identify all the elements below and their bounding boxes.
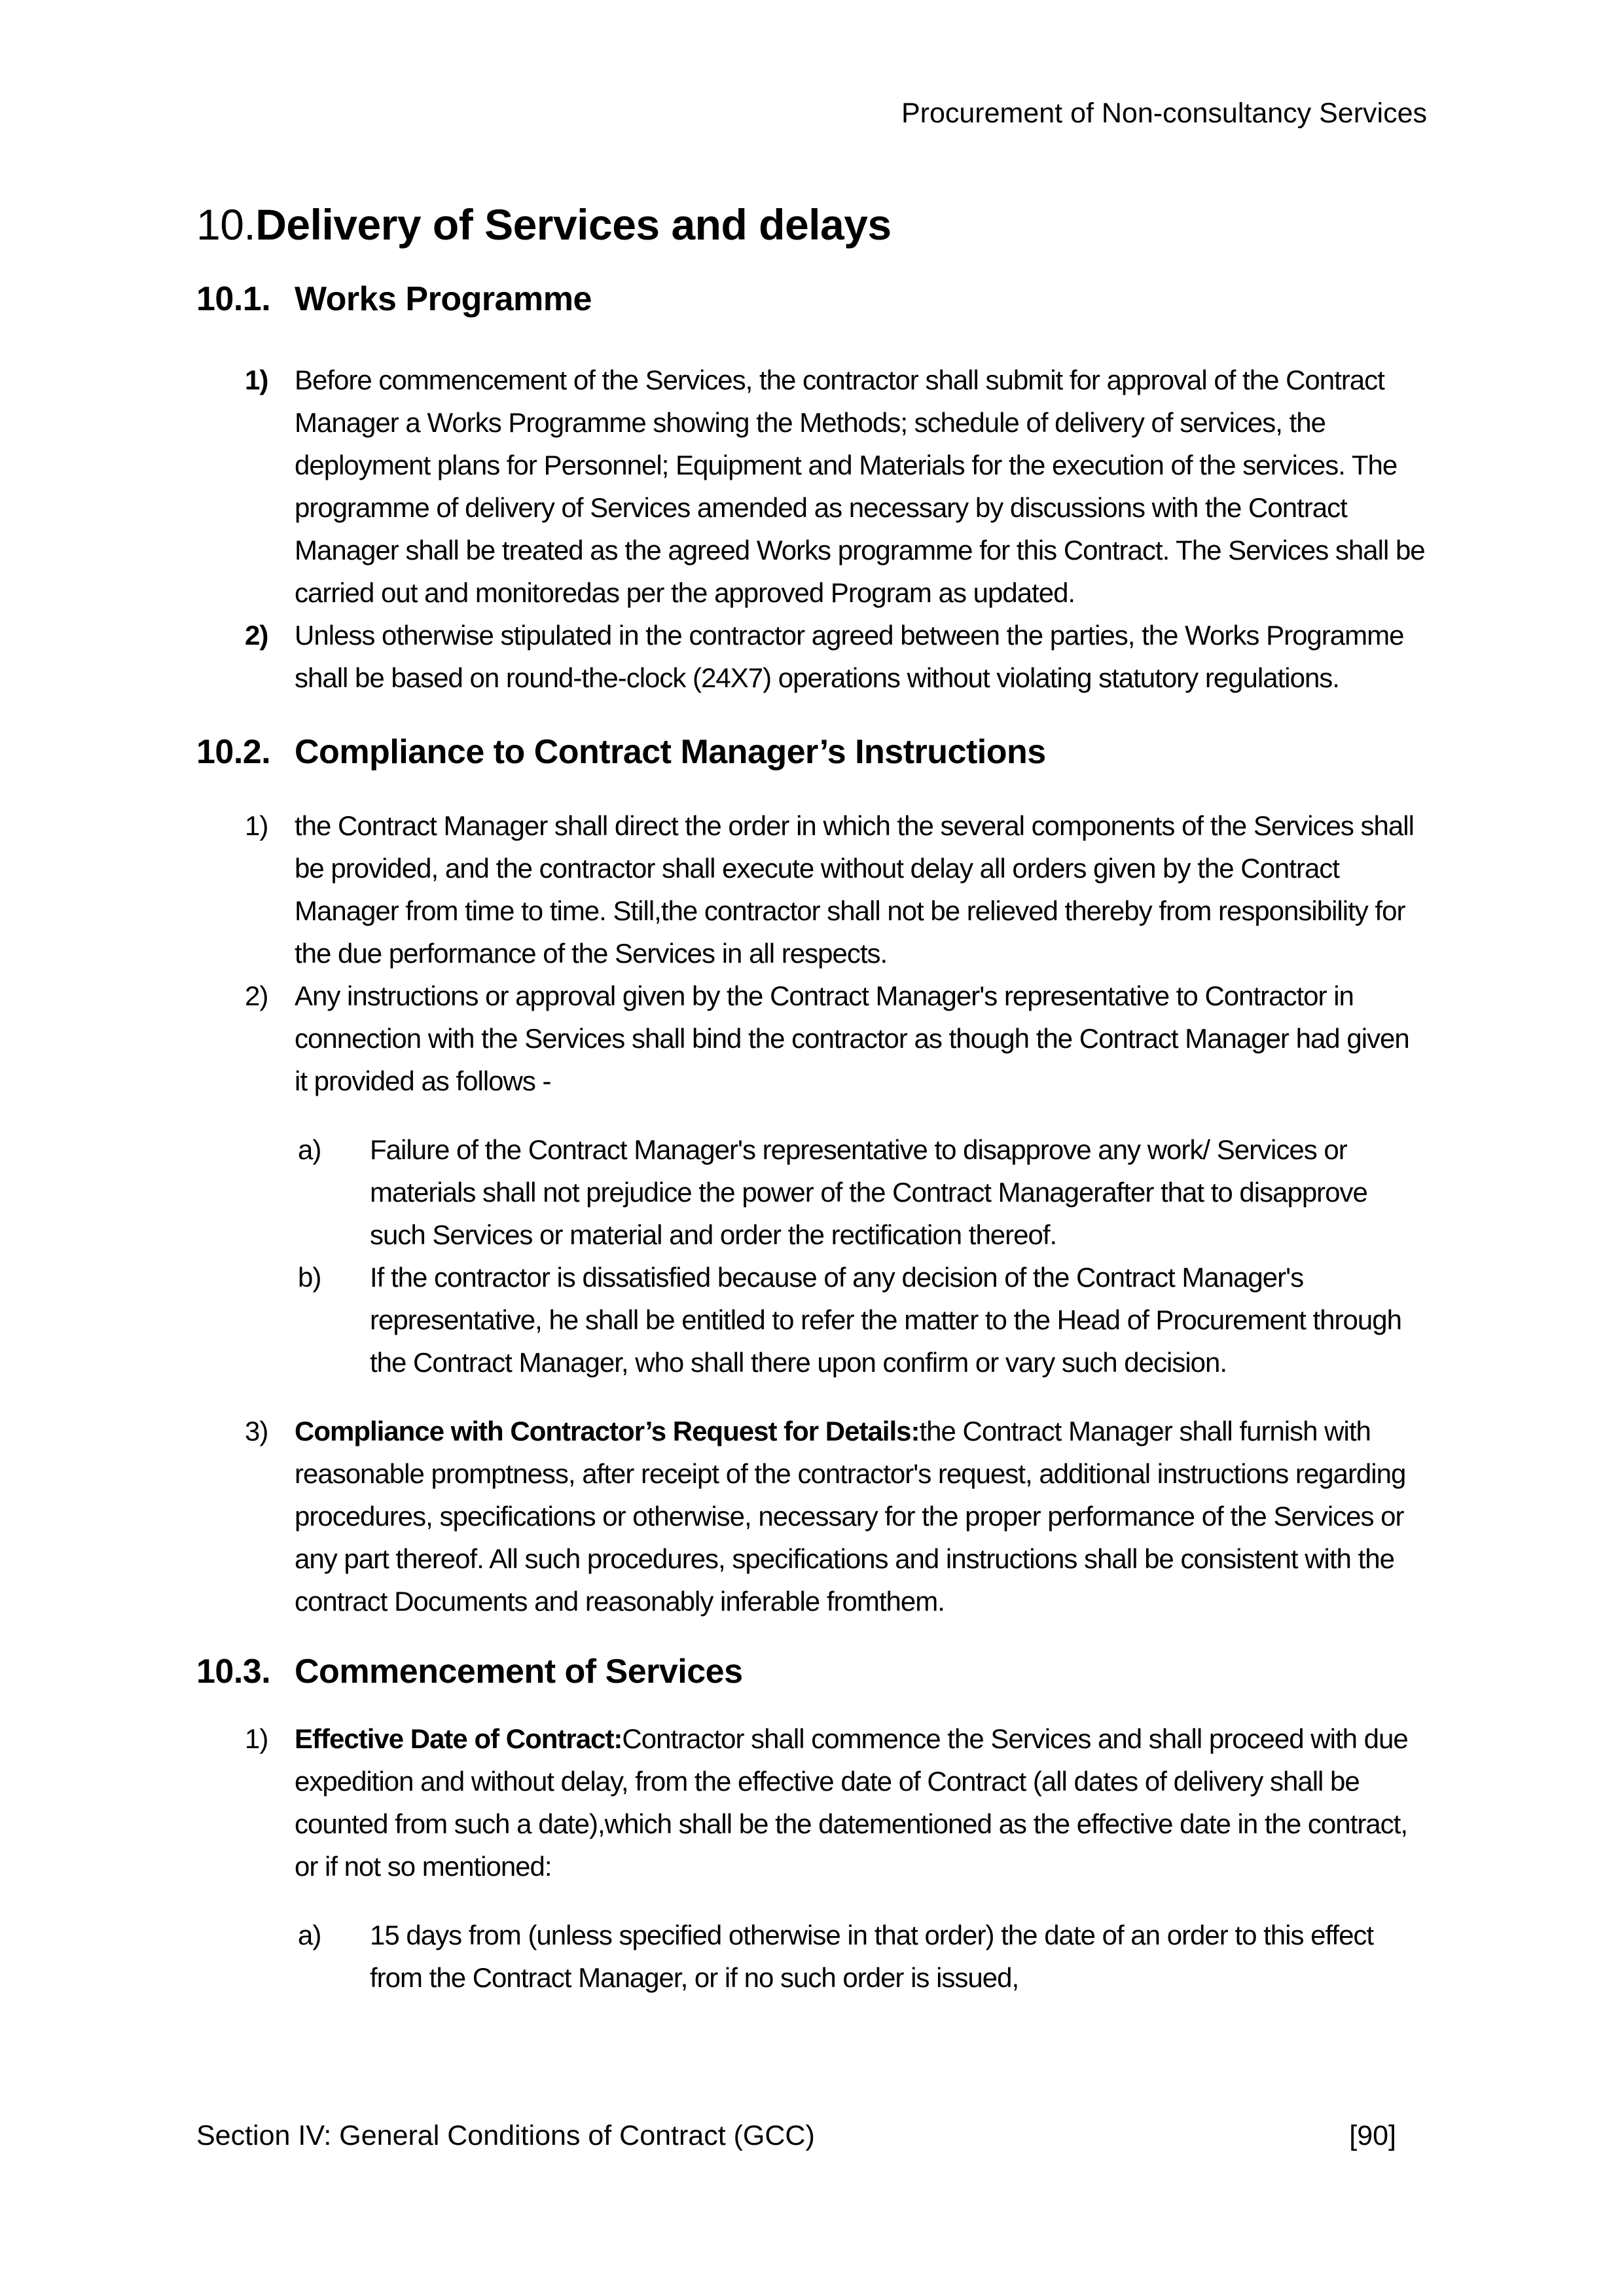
numbered-list — [196, 804, 1428, 1623]
list-item — [196, 804, 1428, 975]
item-text: Unless otherwise stipulated in the contractor agreed between the parties, the Works Programme shall be based on round-the-clock (24X7) operations without violating statutory regulations. — [295, 620, 1404, 693]
subsection-heading — [196, 1649, 1428, 1695]
subsection-heading — [196, 276, 1428, 322]
section-works-programme — [196, 276, 1428, 699]
list-marker: 2) — [245, 980, 268, 1011]
footer-page-number: [90] — [1349, 2120, 1396, 2151]
list-item — [196, 614, 1428, 699]
item-body-text: the Contract Manager shall furnish with reasonable promptness, after receipt of the contractor's request, additional instructions regarding procedures, specifications or otherwise, necessary for the proper performance of the Services or any part thereof. All such procedures, specifications and instructions shall be consistent with the contract Documents and reasonably inferable fromthem. — [295, 1416, 1406, 1617]
list-item — [196, 359, 1428, 614]
list-item — [196, 1410, 1428, 1623]
subitem-text: Failure of the Contract Manager's representative to disapprove any work/ Services or materials shall not prejudice the power of the Contract Managerafter that to disapprove such Services or material and order the rectification thereof. — [370, 1134, 1367, 1250]
sublist-marker: a) — [298, 1134, 321, 1165]
sublist-item — [196, 1256, 1428, 1384]
subitem-text: 15 days from (unless specified otherwise in that order) the date of an order to this effect from the Contract Manager, or if no such order is issued, — [370, 1920, 1374, 1993]
footer-section-label: Section IV: General Conditions of Contract (GCC) — [196, 2120, 815, 2151]
sublist-marker: a) — [298, 1920, 321, 1950]
subsection-label: Works Programme — [295, 280, 592, 318]
page-header: Procurement of Non-consultancy Services — [901, 98, 1427, 129]
list-marker: 2) — [245, 620, 268, 651]
lettered-sublist — [196, 1128, 1428, 1384]
item-text: the Contract Manager shall direct the order in which the several components of the Services shall be provided, and the contractor shall execute without delay all orders given by the Contract Manager from time to time. Still,the contractor shall not be relieved thereby from responsibility for the due performance of the Services in all respects. — [295, 810, 1414, 969]
item-lead-bold: Effective Date of Contract: — [295, 1723, 623, 1754]
lettered-sublist — [196, 1914, 1428, 1999]
section-title-number: 10. — [196, 200, 256, 249]
section-title-text: Delivery of Services and delays — [255, 200, 892, 249]
list-marker: 1) — [245, 365, 268, 395]
item-text: Any instructions or approval given by the Contract Manager's representative to Contractor in connection with the Services shall bind the contractor as though the Contract Manager had given it provided as follows - — [295, 980, 1409, 1096]
subsection-heading — [196, 729, 1428, 775]
list-marker: 1) — [245, 810, 268, 841]
numbered-list — [196, 1717, 1428, 1999]
list-marker: 1) — [245, 1723, 268, 1754]
item-text — [295, 1717, 1428, 1888]
subsection-number: 10.3. — [196, 1653, 271, 1691]
subsection-number: 10.1. — [196, 280, 271, 318]
item-lead-bold: Compliance with Contractor’s Request for Details: — [295, 1416, 920, 1446]
subsection-label: Commencement of Services — [295, 1653, 743, 1691]
subsection-number: 10.2. — [196, 733, 271, 771]
list-marker: 3) — [245, 1416, 268, 1446]
item-text: Before commencement of the Services, the contractor shall submit for approval of the Contract Manager a Works Programme showing the Methods; schedule of delivery of services, the deployment plans for Personnel; Equipment and Materials for the execution of the services. The programme of delivery of Services amended as necessary by discussions with the Contract Manager shall be treated as the agreed Works programme for this Contract. The Services shall be carried out and monitoredas per the approved Program as updated. — [295, 365, 1425, 608]
list-item — [196, 1717, 1428, 1888]
list-item — [196, 975, 1428, 1102]
document-content — [196, 0, 1428, 2025]
subsection-label: Compliance to Contract Manager’s Instructions — [295, 733, 1046, 771]
section-commencement-services — [196, 1649, 1428, 1999]
numbered-list — [196, 359, 1428, 699]
item-text — [295, 1410, 1428, 1623]
sublist-item — [196, 1914, 1428, 1999]
section-title — [196, 196, 1428, 253]
subitem-text: If the contractor is dissatisfied because of any decision of the Contract Manager's representative, he shall be entitled to refer the matter to the Head of Procurement through the Contract Manager, who shall there upon confirm or vary such decision. — [370, 1262, 1401, 1378]
sublist-item — [196, 1128, 1428, 1256]
sublist-marker: b) — [298, 1262, 321, 1293]
item-body-text: Contractor shall commence the Services and shall proceed with due expedition and without delay, from the effective date of Contract (all dates of delivery shall be counted from such a date),which shall be the datementioned as the effective date in the contract, or if not so mentioned: — [295, 1723, 1408, 1882]
section-compliance-instructions — [196, 729, 1428, 1623]
